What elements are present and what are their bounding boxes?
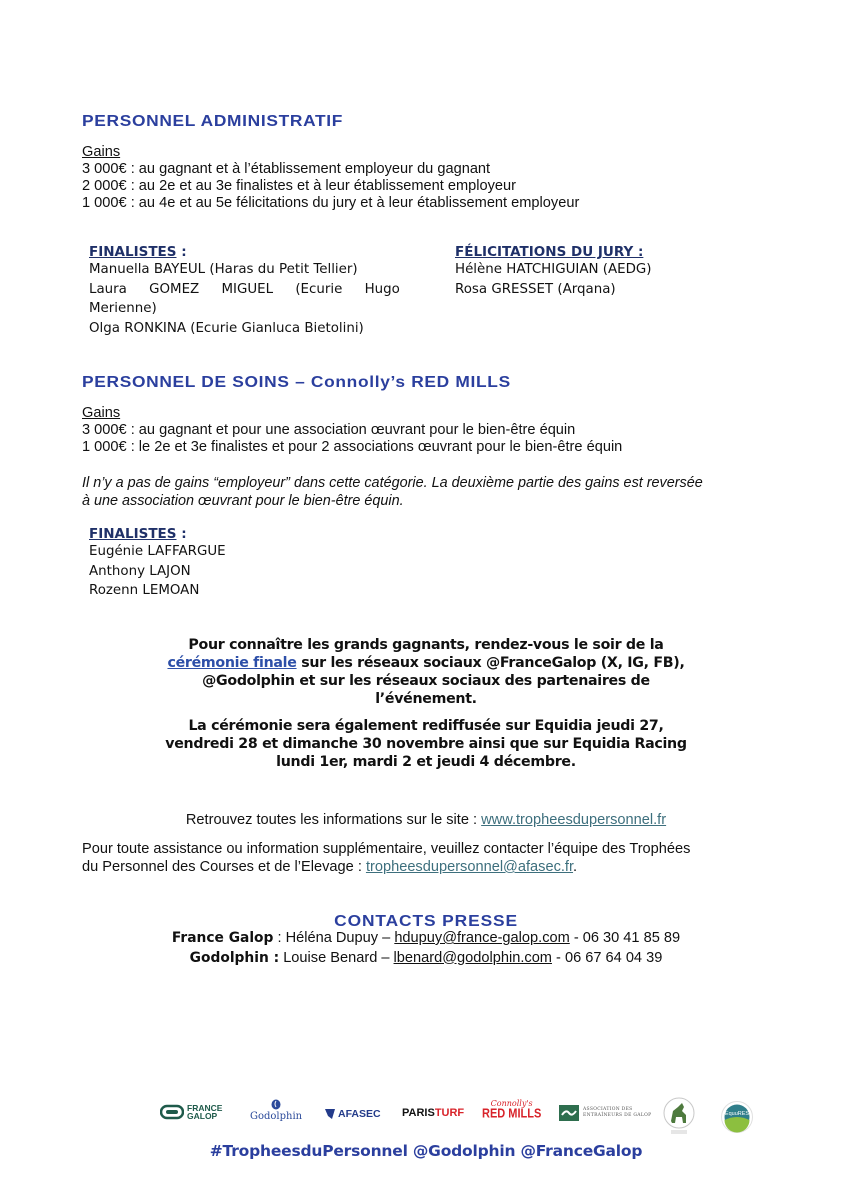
announcement-paragraph-2 (60, 717, 792, 771)
france-galop-text: GALOP (187, 1111, 218, 1121)
section-title-admin: PERSONNEL ADMINISTRATIF (82, 113, 344, 130)
announcement-line (60, 654, 792, 672)
contact-email-link[interactable]: lbenard@godolphin.com (393, 949, 552, 966)
contact-name: Louise Benard – (283, 949, 394, 966)
soins-note-line: à une association œuvrant pour le bien-être équin. (82, 493, 404, 509)
finalist-item-continued: Merienne) (89, 301, 157, 316)
footer-hashtags: #TropheesduPersonnel @Godolphin @FranceGalop (209, 1142, 643, 1160)
finalist-item: Anthony LAJON (89, 563, 191, 579)
france-galop-text: FRANCE (187, 1103, 223, 1113)
contact-phone: - 06 30 41 85 89 (569, 930, 681, 946)
assistance-info (82, 840, 690, 876)
admin-finalists (89, 244, 409, 338)
paristurf-text: PARIS (402, 1107, 435, 1119)
announcement-text: sur les réseaux sociaux @FranceGalop (X, IG, FB), (296, 655, 685, 671)
jury-heading (455, 244, 652, 260)
contact-row (0, 929, 852, 949)
site-info-text: Retrouvez toutes les informations sur le site : (185, 812, 482, 828)
finalist-item: Rozenn LEMOAN (89, 583, 200, 598)
finalists-colon: : (176, 526, 187, 542)
contact-name: Héléna Dupuy – (285, 930, 395, 946)
assistance-text: du Personnel des Courses et de l’Elevage : (82, 859, 366, 875)
admin-finalists-heading (89, 244, 409, 260)
france-galop-logo (160, 1104, 222, 1120)
godolphin-emblem-icon (271, 1099, 281, 1110)
finalists-colon: : (176, 244, 187, 260)
finalist-item: Manuella BAYEUL (Haras du Petit Tellier) (89, 262, 358, 277)
redmills-logo (482, 1100, 541, 1120)
announcement-paragraph-1 (60, 636, 792, 708)
website-link[interactable]: www.tropheesdupersonnel.fr (481, 812, 667, 828)
contacts-heading: CONTACTS PRESSE (334, 913, 518, 930)
godolphin-text: Godolphin (250, 1111, 303, 1122)
redmills-script-text: Connolly's (490, 1099, 533, 1108)
admin-jury (455, 244, 652, 299)
admin-gains-block (82, 144, 579, 212)
assistance-line (82, 858, 690, 876)
soins-finalists (89, 526, 226, 601)
soins-finalists-heading (89, 526, 226, 542)
aeg-text: ASSOCIATION DES (583, 1107, 633, 1112)
jury-label: FÉLICITATIONS DU JURY : (455, 244, 644, 260)
announcement-line: Pour connaître les grands gagnants, rendez-vous le soir de la (188, 637, 664, 653)
admin-gain-line: 3 000€ : au gagnant et à l’établissement employeur du gagnant (82, 161, 491, 177)
soins-gain-line: 1 000€ : le 2e et 3e finalistes et pour 2 associations œuvrant pour le bien-être équin (82, 439, 623, 455)
jury-item: Rosa GRESSET (Arqana) (455, 281, 616, 297)
announcement-line: vendredi 28 et dimanche 30 novembre ainsi que sur Equidia Racing (165, 736, 687, 752)
announcement-line: l’événement. (375, 691, 477, 707)
godolphin-logo (250, 1099, 302, 1122)
redmills-text: RED MILLS (482, 1106, 542, 1122)
assistance-line: Pour toute assistance ou information supplémentaire, veuillez contacter l’équipe des Trophées (82, 841, 691, 857)
site-info (0, 811, 852, 829)
assistance-period: . (573, 859, 578, 875)
finalists-label: FINALISTES (89, 244, 177, 260)
contacts-list (0, 929, 852, 968)
announcement-line: lundi 1er, mardi 2 et jeudi 4 décembre. (276, 754, 576, 770)
soins-gains-block (82, 405, 622, 456)
soins-gains-label: Gains (82, 405, 121, 421)
french-tbs-logo (662, 1097, 696, 1137)
section-title-soins: PERSONNEL DE SOINS – Connolly’s RED MILLS (82, 374, 511, 391)
announcement-line: @Godolphin et sur les réseaux sociaux des partenaires de (202, 673, 650, 689)
afasec-emblem-icon (324, 1108, 336, 1120)
announcement-line: La cérémonie sera également rediffusée sur Equidia jeudi 27, (188, 718, 664, 734)
france-galop-emblem-icon (160, 1104, 184, 1120)
admin-gain-line: 2 000€ : au 2e et au 3e finalistes et à leur établissement employeur (82, 178, 517, 194)
aeg-emblem-icon (559, 1105, 579, 1121)
finalists-label: FINALISTES (89, 526, 177, 542)
equires-badge-icon (721, 1101, 753, 1133)
admin-gain-line: 1 000€ : au 4e et au 5e félicitations du jury et à leur établissement employeur (82, 195, 580, 211)
horse-emblem-icon (662, 1097, 696, 1137)
contact-phone: - 06 67 64 04 39 (551, 949, 663, 966)
contact-sep: : (273, 930, 286, 946)
aeg-text: ENTRAÎNEURS DE GALOP (583, 1113, 652, 1118)
paristurf-logo (402, 1107, 464, 1119)
afasec-text: AFASEC (338, 1108, 381, 1120)
ceremonie-finale-link[interactable]: cérémonie finale (167, 655, 297, 671)
aeg-logo (559, 1105, 651, 1121)
soins-note (82, 474, 703, 510)
contact-org: France Galop (171, 930, 274, 946)
assistance-email-link[interactable]: tropheesdupersonnel@afasec.fr (365, 859, 574, 875)
finalist-item: Olga RONKINA (Ecurie Gianluca Bietolini) (89, 320, 364, 336)
paristurf-text-red: TURF (434, 1107, 465, 1119)
soins-gain-line: 3 000€ : au gagnant et pour une association œuvrant pour le bien-être équin (82, 422, 576, 438)
footer (0, 1141, 852, 1160)
soins-note-line: Il n’y a pas de gains “employeur” dans cette catégorie. La deuxième partie des gains est reversée (82, 475, 703, 491)
afasec-logo (324, 1108, 381, 1120)
contact-email-link[interactable]: hdupuy@france-galop.com (394, 930, 570, 946)
contact-org: Godolphin : (189, 949, 280, 966)
contacts-heading-wrap (0, 911, 852, 931)
jury-item: Hélène HATCHIGUIAN (AEDG) (455, 262, 652, 277)
equires-text: EquuRES (724, 1111, 750, 1117)
admin-gains-label: Gains (82, 144, 121, 160)
contact-row (0, 949, 852, 969)
finalist-item: Eugénie LAFFARGUE (89, 544, 226, 559)
equires-logo (721, 1101, 753, 1133)
finalist-item: Laura GOMEZ MIGUEL (Ecurie Hugo (89, 281, 400, 297)
